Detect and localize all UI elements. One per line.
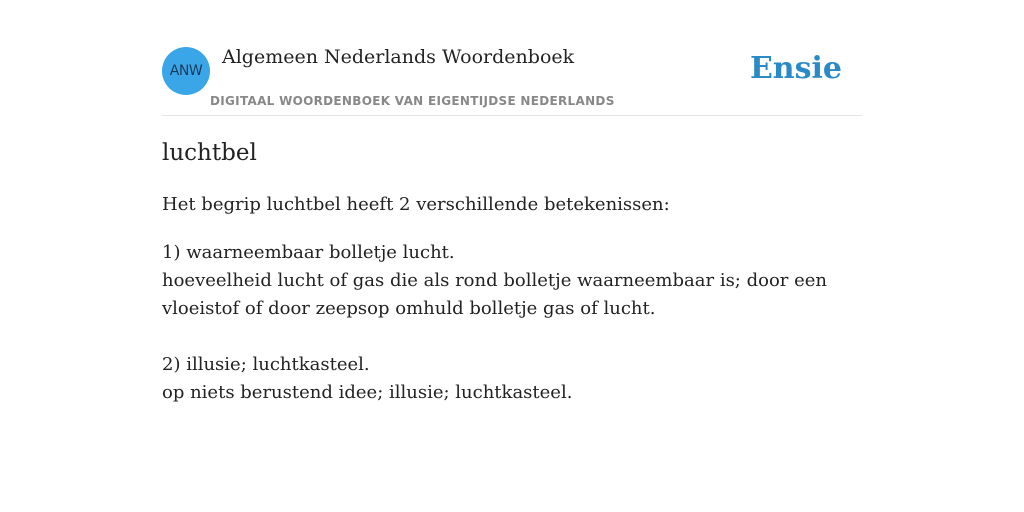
meaning-item xyxy=(162,351,842,407)
site-subtitle: DIGITAAL WOORDENBOEK VAN EIGENTIJDSE NEDERLANDS xyxy=(210,94,615,108)
entry-intro: Het begrip luchtbel heeft 2 verschillende betekenissen: xyxy=(162,194,670,215)
meanings-list xyxy=(162,239,842,435)
meaning-item xyxy=(162,239,842,323)
entry-headword: luchtbel xyxy=(162,140,257,166)
ensie-logo[interactable]: Ensie xyxy=(749,51,842,86)
anw-logo-text: ANW xyxy=(169,63,203,79)
meaning-definition: op niets berustend idee; illusie; luchtkasteel. xyxy=(162,382,573,403)
meaning-title: 2) illusie; luchtkasteel. xyxy=(162,354,370,375)
meaning-title: 1) waarneembaar bolletje lucht. xyxy=(162,242,455,263)
site-header xyxy=(162,0,862,116)
page xyxy=(162,0,862,403)
meaning-definition: hoeveelheid lucht of gas die als rond bolletje waarneembaar is; door een vloeistof of door zeepsop omhuld bolletje gas of lucht. xyxy=(162,270,828,319)
anw-logo[interactable] xyxy=(162,47,210,95)
site-title[interactable]: Algemeen Nederlands Woordenboek xyxy=(222,46,575,68)
